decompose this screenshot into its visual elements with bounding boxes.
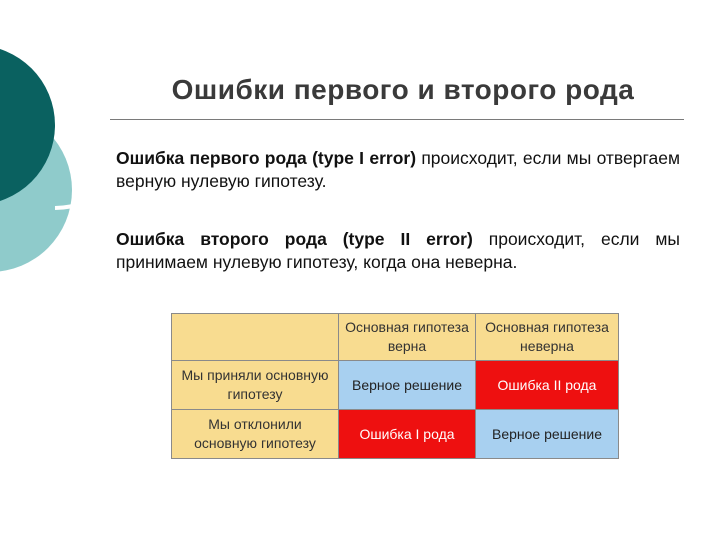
cell-type-2-error: Ошибка II рода (476, 361, 619, 410)
slide-title: Ошибки первого и второго рода (171, 74, 635, 105)
table-header-row (172, 314, 619, 361)
cell-correct-decision: Верное решение (476, 410, 619, 459)
table-row (172, 361, 619, 410)
title-divider (110, 119, 684, 120)
term-type-2-error: Ошибка второго рода (type II error) (116, 229, 473, 249)
term-type-1-error: Ошибка первого рода (type I error) (116, 148, 417, 168)
cell-correct-decision: Верное решение (339, 361, 476, 410)
col-header-h0-true: Основная гипотеза верна (339, 314, 476, 361)
definition-type-1-error: происходит, если мы отвергаем верную нулевую гипотезу. (116, 148, 680, 191)
paragraph-type-1-error (116, 147, 680, 193)
definition-type-2-error: происходит, если мы принимаем нулевую гипотезу, когда она неверна. (116, 229, 680, 272)
row-header-rejected: Мы отклонили основную гипотезу (172, 410, 339, 459)
row-header-accepted: Мы приняли основную гипотезу (172, 361, 339, 410)
table-row (172, 410, 619, 459)
table-corner-cell (172, 314, 339, 361)
cell-type-1-error: Ошибка I рода (339, 410, 476, 459)
decorative-circles (0, 0, 90, 300)
paragraph-type-2-error (116, 228, 680, 274)
error-matrix-table (171, 313, 619, 459)
col-header-h0-false: Основная гипотеза неверна (476, 314, 619, 361)
